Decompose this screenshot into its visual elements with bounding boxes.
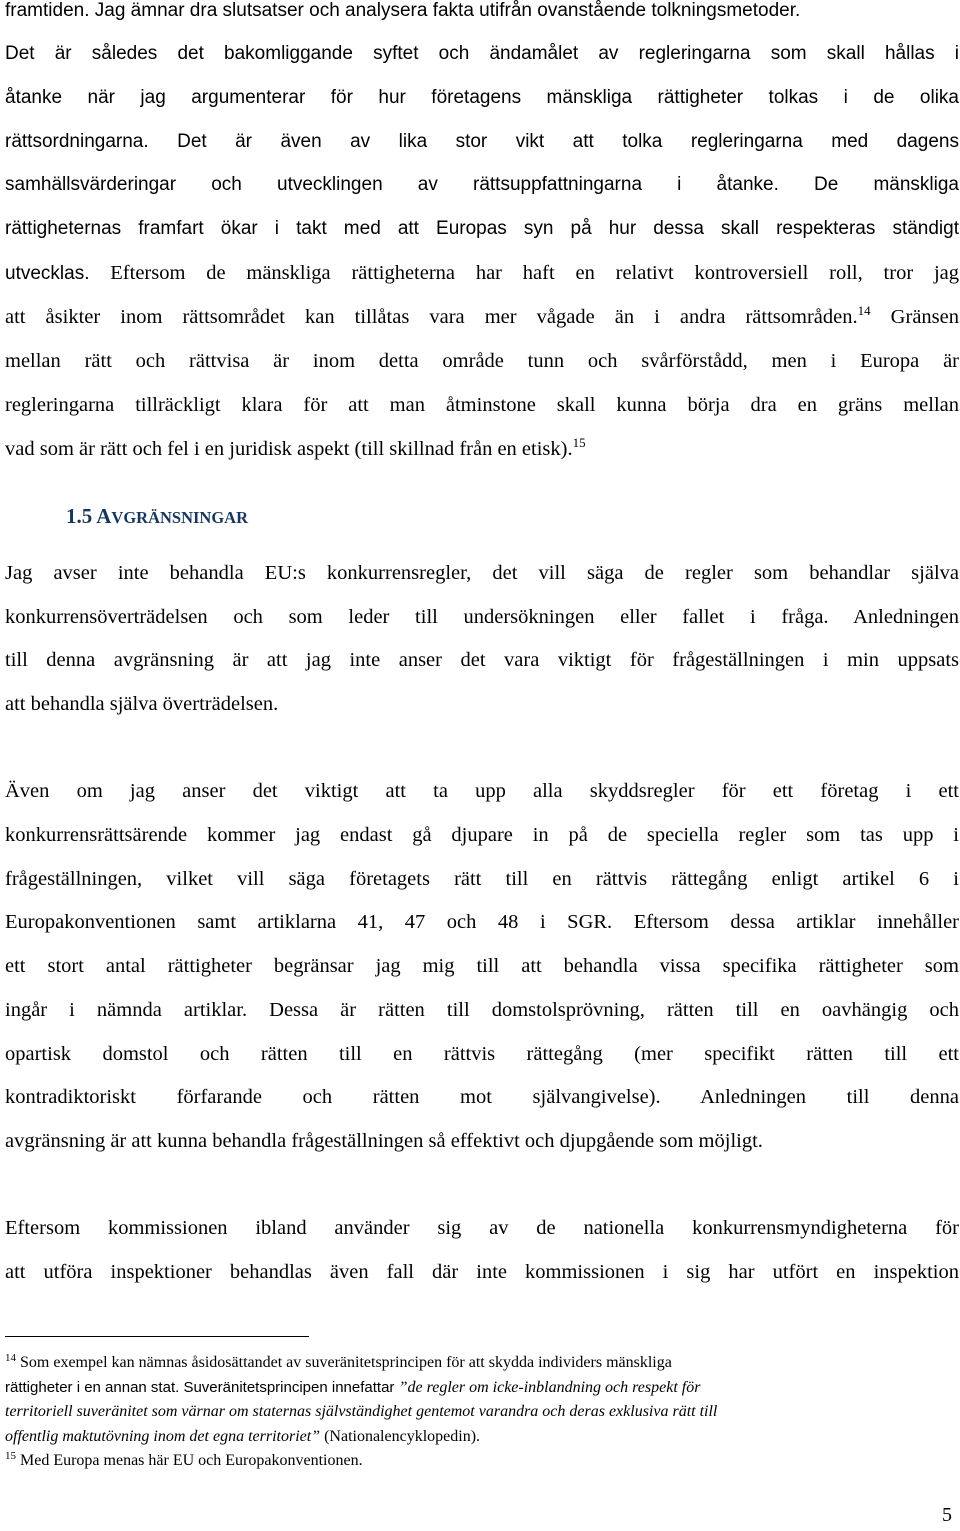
text-run: Anledningen till denna xyxy=(660,1086,959,1108)
text-line xyxy=(5,910,959,934)
text-run: Med Europa menas här EU och Europakonventionen. xyxy=(16,1452,363,1469)
footnote-separator xyxy=(5,1336,309,1337)
text-line xyxy=(5,1402,950,1422)
footnote-number: 14 xyxy=(5,1352,16,1364)
text-line xyxy=(5,954,959,978)
text-line xyxy=(5,437,959,461)
text-run: opartisk domstol och rätten till en rättvis rättegång (mer specifikt rätten till ett xyxy=(5,1043,959,1065)
text-line xyxy=(5,130,959,154)
text-run: rättigheternas framfart ökar i takt med att Europas syn på hur dessa skall respekteras ständigt xyxy=(5,218,959,239)
footnote-reference[interactable]: 14 xyxy=(857,303,871,318)
heading-initial: A xyxy=(96,504,112,528)
text-run: konkurrensrättsärende kommer jag endast gå djupare in på de speciella regler som tas upp i xyxy=(5,824,959,846)
quote-text: territoriell suveränitet som värnar om staternas självständighet gentemot varandra och deras exklusiva rätt till xyxy=(5,1403,718,1420)
text-run: Eftersom kommissionen ibland använder sig av de nationella konkurrensmyndigheterna för xyxy=(5,1217,959,1239)
footnote-15 xyxy=(5,1451,950,1471)
text-run: (Nationalencyklopedin). xyxy=(320,1428,481,1445)
text-run: mellan rätt och rättvisa är inom detta område tunn och svårförstådd, men i Europa är xyxy=(5,350,959,372)
text-line xyxy=(5,692,959,716)
page-number: 5 xyxy=(942,1504,952,1526)
text-run: Eftersom de mänskliga rättigheterna har haft en relativt kontroversiell roll, tror jag xyxy=(89,262,959,284)
text-run: konkurrensöverträdelsen och som leder till undersökningen eller fallet i fråga. xyxy=(5,606,829,628)
text-line xyxy=(5,1042,959,1066)
text-line xyxy=(5,823,959,847)
text-line xyxy=(5,305,959,329)
text-line xyxy=(5,1260,959,1284)
text-line xyxy=(5,779,959,803)
text-run: att åsikter inom rättsområdet kan tillåtas vara mer vågade än i andra rättsområden. xyxy=(5,306,858,328)
text-run: Dessa är rätten till domstolsprövning, rätten till en oavhängig och xyxy=(247,999,959,1021)
footnote-reference[interactable]: 15 xyxy=(572,435,586,450)
text-line xyxy=(5,1216,959,1240)
text-line xyxy=(5,1378,950,1398)
quote-text: ”de regler om icke-inblandning och respekt för xyxy=(398,1379,701,1396)
text-run: Det är således det bakomliggande syftet och ändamålet av regleringarna som skall hållas i xyxy=(5,43,959,64)
text-run: rättsordningarna. Det är även av lika stor vikt att tolka regleringarna med dagens xyxy=(5,131,959,152)
text-run: vad som är rätt och fel i en juridisk aspekt (till skillnad från en etisk). xyxy=(5,438,573,460)
text-run: frågeställningen, vilket vill säga företagets rätt till en rättvis rättegång enligt artikel 6 i xyxy=(5,868,959,890)
section-heading xyxy=(66,501,248,534)
text-run: Gränsen xyxy=(870,306,959,328)
text-line xyxy=(5,561,959,585)
text-line xyxy=(5,86,959,110)
text-run: rättigheter i en annan stat. xyxy=(5,1379,180,1396)
text-line xyxy=(5,261,959,286)
text-line xyxy=(5,1129,959,1153)
section-number: 1.5 xyxy=(66,504,93,528)
text-line xyxy=(5,1427,950,1447)
text-run: samhällsvärderingar och utvecklingen av rättsuppfattningarna i åtanke. De mänskliga xyxy=(5,174,959,195)
text-line xyxy=(5,998,959,1022)
text-run: att behandla själva överträdelsen. xyxy=(5,693,279,715)
text-run: ett stort antal rättigheter begränsar jag mig till att behandla vissa specifika rättigheter som xyxy=(5,955,959,977)
text-run: avgränsning är att kunna behandla frågeställningen så effektivt och djupgående som möjligt. xyxy=(5,1130,763,1152)
text-run: utvecklas. xyxy=(5,263,90,284)
text-run: ingår i nämnda artiklar. xyxy=(5,999,248,1021)
text-line xyxy=(5,173,959,197)
text-run: Europakonventionen samt artiklarna 41, 47 och 48 i SGR. xyxy=(5,911,613,933)
text-run: kontradiktoriskt förfarande och rätten mot självangivelse). xyxy=(5,1086,661,1108)
text-line xyxy=(5,349,959,373)
text-run: att utföra inspektioner behandlas även fall där inte kommissionen i sig har utfört en inspektion xyxy=(5,1261,959,1283)
text-run: Även om jag anser det viktigt att ta upp alla skyddsregler för ett företag i ett xyxy=(5,780,959,802)
text-line xyxy=(5,605,959,629)
text-run: Anledningen xyxy=(828,606,959,628)
text-run: Suveränitetsprincipen innefattar xyxy=(179,1379,399,1396)
text-line xyxy=(5,0,959,23)
text-line xyxy=(5,393,959,417)
text-run: Som exempel kan nämnas åsidosättandet av suveränitetsprincipen för att skydda individers mänskliga xyxy=(16,1354,672,1371)
text-run: framtiden. Jag ämnar dra slutsatser och analysera fakta utifrån ovanstående tolkningsmetoder. xyxy=(5,0,801,21)
text-line xyxy=(5,1085,959,1109)
text-line xyxy=(5,867,959,891)
text-run: till denna avgränsning är att jag inte anser det vara viktigt för frågeställningen i min uppsats xyxy=(5,649,959,671)
text-line xyxy=(5,648,959,672)
text-line xyxy=(5,42,959,66)
footnote-14 xyxy=(5,1353,950,1373)
text-run: Jag avser inte behandla EU:s konkurrensregler, det vill säga de regler som behandlar själva xyxy=(5,562,959,584)
text-line xyxy=(5,217,959,241)
text-run: åtanke när jag argumenterar för hur företagens mänskliga rättigheter tolkas i de olika xyxy=(5,87,959,108)
text-run: regleringarna tillräckligt klara för att man åtminstone skall kunna börja dra en gräns mellan xyxy=(5,394,959,416)
footnote-number: 15 xyxy=(5,1450,16,1462)
heading-text: VGRÄNSNINGAR xyxy=(111,508,249,527)
quote-text: offentlig maktutövning inom det egna territoriet” xyxy=(5,1428,321,1445)
text-run: Eftersom dessa artiklar innehåller xyxy=(612,911,959,933)
